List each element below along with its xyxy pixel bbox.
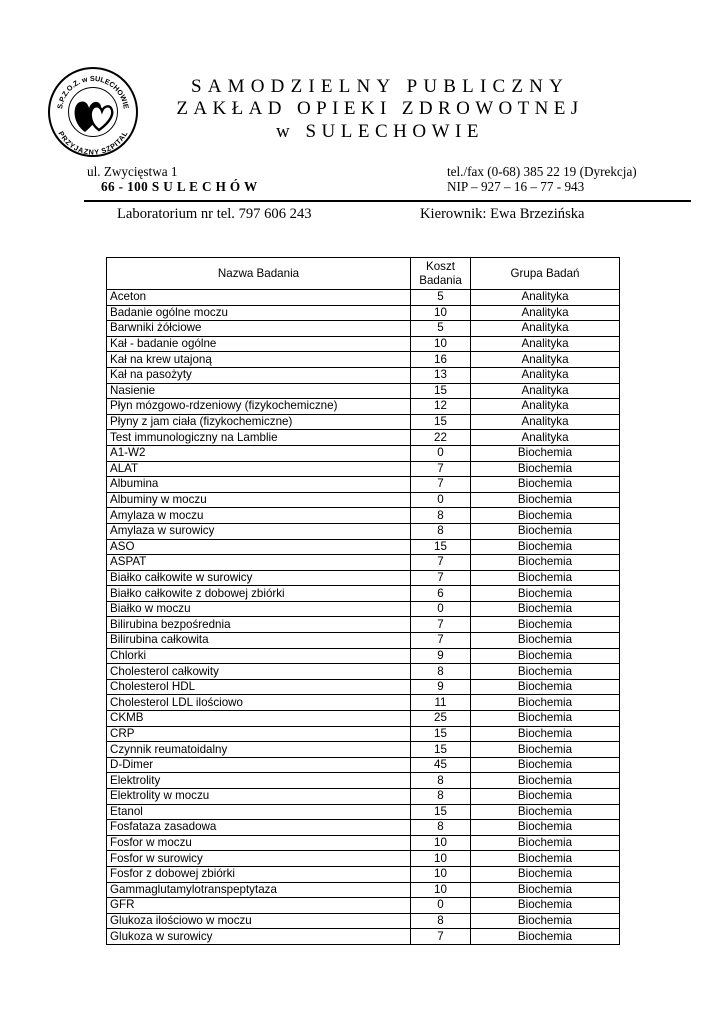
test-group-cell: Analityka (471, 336, 620, 352)
test-group-cell: Biochemia (471, 648, 620, 664)
test-group-cell: Biochemia (471, 586, 620, 602)
table-row (107, 820, 620, 836)
table-row (107, 882, 620, 898)
test-cost-cell: 9 (411, 679, 471, 695)
table-row (107, 352, 620, 368)
table-row (107, 555, 620, 571)
test-name-cell: Etanol (107, 804, 411, 820)
table-header-row (107, 258, 620, 290)
test-group-cell: Biochemia (471, 866, 620, 882)
table-row (107, 913, 620, 929)
table-row (107, 539, 620, 555)
table-row (107, 648, 620, 664)
test-group-cell: Biochemia (471, 773, 620, 789)
table-row (107, 742, 620, 758)
test-group-cell: Biochemia (471, 445, 620, 461)
table-row (107, 898, 620, 914)
test-cost-cell: 10 (411, 882, 471, 898)
test-name-cell: Fosfor w surowicy (107, 851, 411, 867)
test-name-cell: Czynnik reumatoidalny (107, 742, 411, 758)
test-name-cell: Amylaza w surowicy (107, 523, 411, 539)
test-cost-cell: 7 (411, 929, 471, 945)
test-group-cell: Biochemia (471, 679, 620, 695)
test-group-cell: Biochemia (471, 633, 620, 649)
test-cost-cell: 16 (411, 352, 471, 368)
test-cost-cell: 15 (411, 804, 471, 820)
test-name-cell: Test immunologiczny na Lamblie (107, 430, 411, 446)
table-row (107, 773, 620, 789)
test-cost-cell: 0 (411, 601, 471, 617)
test-cost-cell: 8 (411, 664, 471, 680)
test-name-cell: Cholesterol całkowity (107, 664, 411, 680)
address-city: 66 - 100 S U L E C H Ó W (101, 179, 258, 194)
test-cost-cell: 8 (411, 913, 471, 929)
table-row (107, 367, 620, 383)
test-group-cell: Biochemia (471, 711, 620, 727)
test-cost-cell: 15 (411, 539, 471, 555)
svg-text:S.P.Z.O.Z. w SULECHOWIE: S.P.Z.O.Z. w SULECHOWIE (55, 73, 131, 110)
test-name-cell: Kał na krew utajoną (107, 352, 411, 368)
test-cost-cell: 7 (411, 477, 471, 493)
table-row (107, 866, 620, 882)
test-group-cell: Analityka (471, 383, 620, 399)
table-row (107, 570, 620, 586)
test-cost-cell: 7 (411, 617, 471, 633)
test-cost-cell: 8 (411, 523, 471, 539)
test-cost-cell: 8 (411, 820, 471, 836)
test-cost-cell: 6 (411, 586, 471, 602)
test-group-cell: Biochemia (471, 492, 620, 508)
svg-text:PRZYJAZNY SZPITAL: PRZYJAZNY SZPITAL (56, 129, 130, 157)
test-name-cell: Amylaza w moczu (107, 508, 411, 524)
institution-title-line2: ZAKŁAD OPIEKI ZDROWOTNEJ (176, 98, 584, 119)
test-group-cell: Biochemia (471, 523, 620, 539)
test-cost-cell: 10 (411, 835, 471, 851)
test-group-cell: Biochemia (471, 929, 620, 945)
test-name-cell: Nasienie (107, 383, 411, 399)
test-group-cell: Analityka (471, 352, 620, 368)
table-row (107, 851, 620, 867)
test-group-cell: Biochemia (471, 617, 620, 633)
test-cost-cell: 5 (411, 290, 471, 306)
header-test-name: Nazwa Badania (107, 258, 411, 290)
test-name-cell: CKMB (107, 711, 411, 727)
test-name-cell: Kał - badanie ogólne (107, 336, 411, 352)
table-row (107, 804, 620, 820)
test-group-cell: Analityka (471, 290, 620, 306)
test-name-cell: Fosfor z dobowej zbiórki (107, 866, 411, 882)
test-cost-cell: 8 (411, 508, 471, 524)
test-name-cell: Chlorki (107, 648, 411, 664)
test-cost-cell: 0 (411, 492, 471, 508)
test-cost-cell: 5 (411, 321, 471, 337)
institution-title-line1: SAMODZIELNY PUBLICZNY (190, 76, 570, 97)
test-group-cell: Biochemia (471, 664, 620, 680)
test-cost-cell: 12 (411, 399, 471, 415)
test-name-cell: Białko całkowite w surowicy (107, 570, 411, 586)
table-row (107, 835, 620, 851)
table-row (107, 929, 620, 945)
test-name-cell: Cholesterol HDL (107, 679, 411, 695)
table-row (107, 290, 620, 306)
table-row (107, 477, 620, 493)
test-group-cell: Biochemia (471, 789, 620, 805)
test-group-cell: Biochemia (471, 757, 620, 773)
test-name-cell: Aceton (107, 290, 411, 306)
table-row (107, 711, 620, 727)
test-cost-cell: 15 (411, 742, 471, 758)
test-cost-cell: 11 (411, 695, 471, 711)
test-cost-cell: 25 (411, 711, 471, 727)
table-row (107, 757, 620, 773)
test-group-cell: Biochemia (471, 804, 620, 820)
test-name-cell: GFR (107, 898, 411, 914)
test-name-cell: Bilirubina całkowita (107, 633, 411, 649)
test-name-cell: Płyn mózgowo-rdzeniowy (fizykochemiczne) (107, 399, 411, 415)
table-row (107, 492, 620, 508)
table-row (107, 679, 620, 695)
test-group-cell: Biochemia (471, 882, 620, 898)
contact-phone: tel./fax (0-68) 385 22 19 (Dyrekcja) (447, 164, 637, 179)
test-cost-cell: 10 (411, 305, 471, 321)
test-name-cell: Białko w moczu (107, 601, 411, 617)
test-cost-cell: 15 (411, 726, 471, 742)
test-cost-cell: 22 (411, 430, 471, 446)
hospital-logo (47, 66, 139, 158)
lab-phone: Laboratorium nr tel. 797 606 243 (117, 206, 312, 222)
table-row (107, 461, 620, 477)
test-cost-cell: 7 (411, 555, 471, 571)
test-group-cell: Analityka (471, 321, 620, 337)
test-name-cell: Albumina (107, 477, 411, 493)
test-group-cell: Biochemia (471, 726, 620, 742)
table-row (107, 414, 620, 430)
test-name-cell: Białko całkowite z dobowej zbiórki (107, 586, 411, 602)
table-row (107, 695, 620, 711)
header-divider (84, 200, 691, 202)
test-cost-cell: 15 (411, 414, 471, 430)
test-group-cell: Biochemia (471, 601, 620, 617)
test-name-cell: ASPAT (107, 555, 411, 571)
test-name-cell: ALAT (107, 461, 411, 477)
test-name-cell: Badanie ogólne moczu (107, 305, 411, 321)
table-row (107, 399, 620, 415)
test-name-cell: A1-W2 (107, 445, 411, 461)
test-group-cell: Analityka (471, 399, 620, 415)
address-street: ul. Zwycięstwa 1 (87, 164, 178, 179)
test-cost-cell: 45 (411, 757, 471, 773)
table-row (107, 430, 620, 446)
test-name-cell: Glukoza w surowicy (107, 929, 411, 945)
test-cost-cell: 10 (411, 866, 471, 882)
test-name-cell: Płyny z jam ciała (fizykochemiczne) (107, 414, 411, 430)
test-group-cell: Biochemia (471, 508, 620, 524)
table-row (107, 383, 620, 399)
test-cost-cell: 0 (411, 445, 471, 461)
table-row (107, 336, 620, 352)
test-name-cell: Fosfataza zasadowa (107, 820, 411, 836)
test-group-cell: Analityka (471, 367, 620, 383)
test-group-cell: Biochemia (471, 555, 620, 571)
lab-manager: Kierownik: Ewa Brzezińska (420, 206, 585, 222)
table-row (107, 633, 620, 649)
test-name-cell: Albuminy w moczu (107, 492, 411, 508)
test-name-cell: CRP (107, 726, 411, 742)
table-row (107, 789, 620, 805)
test-cost-cell: 15 (411, 383, 471, 399)
test-cost-cell: 7 (411, 461, 471, 477)
test-name-cell: Elektrolity w moczu (107, 789, 411, 805)
test-cost-cell: 10 (411, 851, 471, 867)
test-group-cell: Biochemia (471, 539, 620, 555)
test-cost-cell: 7 (411, 570, 471, 586)
test-group-cell: Biochemia (471, 477, 620, 493)
test-cost-cell: 10 (411, 336, 471, 352)
test-cost-cell: 7 (411, 633, 471, 649)
table-row (107, 726, 620, 742)
test-name-cell: Gammaglutamylotranspeptytaza (107, 882, 411, 898)
table-row (107, 664, 620, 680)
table-row (107, 321, 620, 337)
table-row (107, 445, 620, 461)
test-group-cell: Biochemia (471, 820, 620, 836)
test-cost-cell: 13 (411, 367, 471, 383)
header-test-group: Grupa Badań (471, 258, 620, 290)
test-cost-cell: 9 (411, 648, 471, 664)
test-name-cell: ASO (107, 539, 411, 555)
test-group-cell: Biochemia (471, 835, 620, 851)
test-name-cell: Glukoza ilościowo w moczu (107, 913, 411, 929)
lab-tests-table (106, 257, 620, 945)
test-name-cell: Kał na pasożyty (107, 367, 411, 383)
header-test-cost: Koszt Badania (411, 258, 471, 290)
test-cost-cell: 8 (411, 789, 471, 805)
test-group-cell: Biochemia (471, 913, 620, 929)
test-group-cell: Biochemia (471, 898, 620, 914)
test-group-cell: Biochemia (471, 742, 620, 758)
test-group-cell: Biochemia (471, 695, 620, 711)
test-group-cell: Analityka (471, 305, 620, 321)
heart-outline-icon (91, 106, 113, 130)
test-cost-cell: 0 (411, 898, 471, 914)
test-name-cell: Fosfor w moczu (107, 835, 411, 851)
test-name-cell: Elektrolity (107, 773, 411, 789)
table-row (107, 523, 620, 539)
test-group-cell: Biochemia (471, 461, 620, 477)
test-group-cell: Analityka (471, 430, 620, 446)
test-name-cell: Cholesterol LDL ilościowo (107, 695, 411, 711)
test-group-cell: Biochemia (471, 851, 620, 867)
test-name-cell: Bilirubina bezpośrednia (107, 617, 411, 633)
table-row (107, 601, 620, 617)
institution-title-line3: w SULECHOWIE (276, 121, 484, 142)
tax-id: NIP – 927 – 16 – 77 - 943 (447, 179, 585, 194)
test-name-cell: Barwniki żółciowe (107, 321, 411, 337)
table-row (107, 508, 620, 524)
table-row (107, 617, 620, 633)
test-name-cell: D-Dimer (107, 757, 411, 773)
table-row (107, 305, 620, 321)
table-row (107, 586, 620, 602)
test-cost-cell: 8 (411, 773, 471, 789)
test-group-cell: Analityka (471, 414, 620, 430)
test-group-cell: Biochemia (471, 570, 620, 586)
